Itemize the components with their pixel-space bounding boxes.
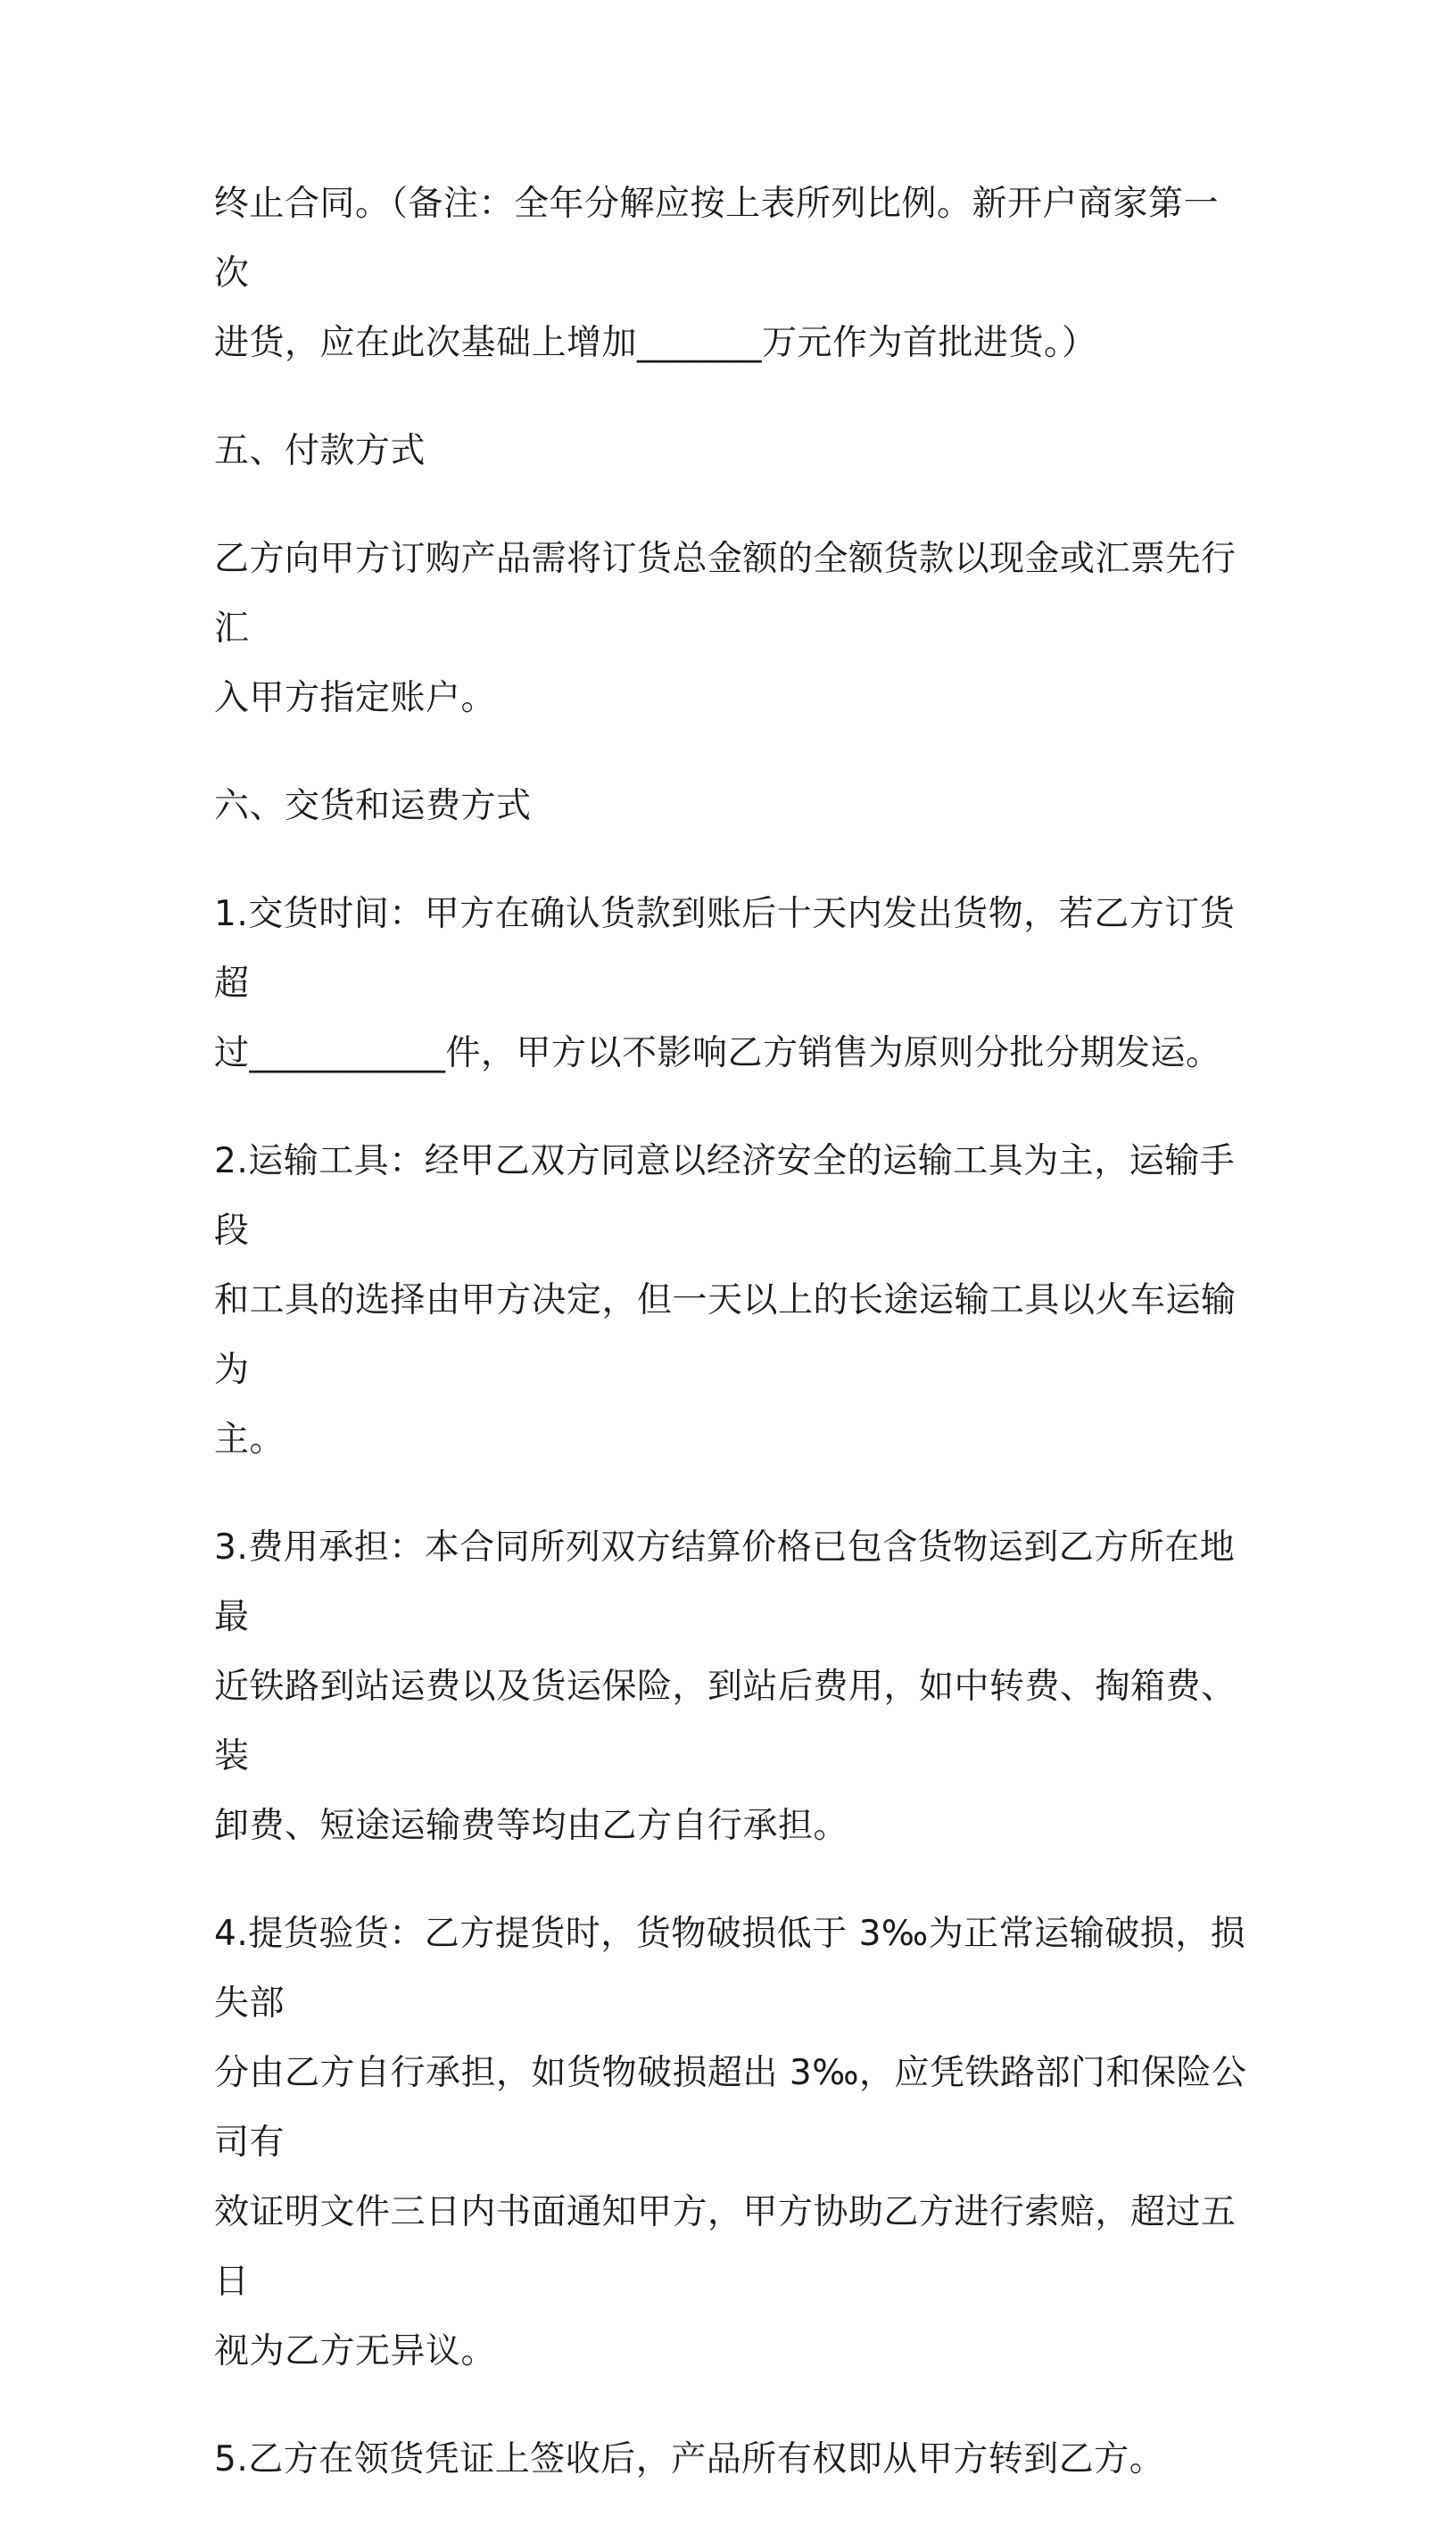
paragraph-delivery-time: 1.交货时间：甲方在确认货款到账后十天内发出货物，若乙方订货超 过___________件，甲方以不影响乙方销售为原则分批分期发运。	[214, 894, 1236, 1073]
section-heading-payment: 五、付款方式	[214, 431, 426, 471]
paragraph-termination-note: 终止合同。（备注：全年分解应按上表所列比例。新开户商家第一次 进货，应在此次基础上增加_______万元作为首批进货。）	[214, 184, 1220, 363]
paragraph-pickup-inspection: 4.提货验货：乙方提货时，货物破损低于 3‰为正常运输破损，损失部 分由乙方自行承担，如货物破损超出 3‰，应凭铁路部门和保险公司有 效证明文件三日内书面通知甲方，甲方协助乙方进行索赔，超过五日 视为乙方无异议。	[214, 1914, 1247, 2372]
paragraph-payment: 乙方向甲方订购产品需将订货总金额的全额货款以现金或汇票先行汇 入甲方指定账户。	[214, 539, 1237, 718]
document-page	[214, 170, 1249, 2533]
section-heading-delivery: 六、交货和运费方式	[214, 786, 532, 826]
paragraph-cost-bearing: 3.费用承担：本合同所列双方结算价格已包含货物运到乙方所在地最 近铁路到站运费以及货运保险，到站后费用，如中转费、掏箱费、装 卸费、短途运输费等均由乙方自行承担。	[214, 1527, 1237, 1846]
paragraph-transport-tools: 2.运输工具：经甲乙双方同意以经济安全的运输工具为主，运输手段 和工具的选择由甲方决定，但一天以上的长途运输工具以火车运输为 主。	[214, 1141, 1237, 1460]
paragraph-ownership-transfer: 5.乙方在领货凭证上签收后，产品所有权即从甲方转到乙方。	[214, 2439, 1165, 2479]
